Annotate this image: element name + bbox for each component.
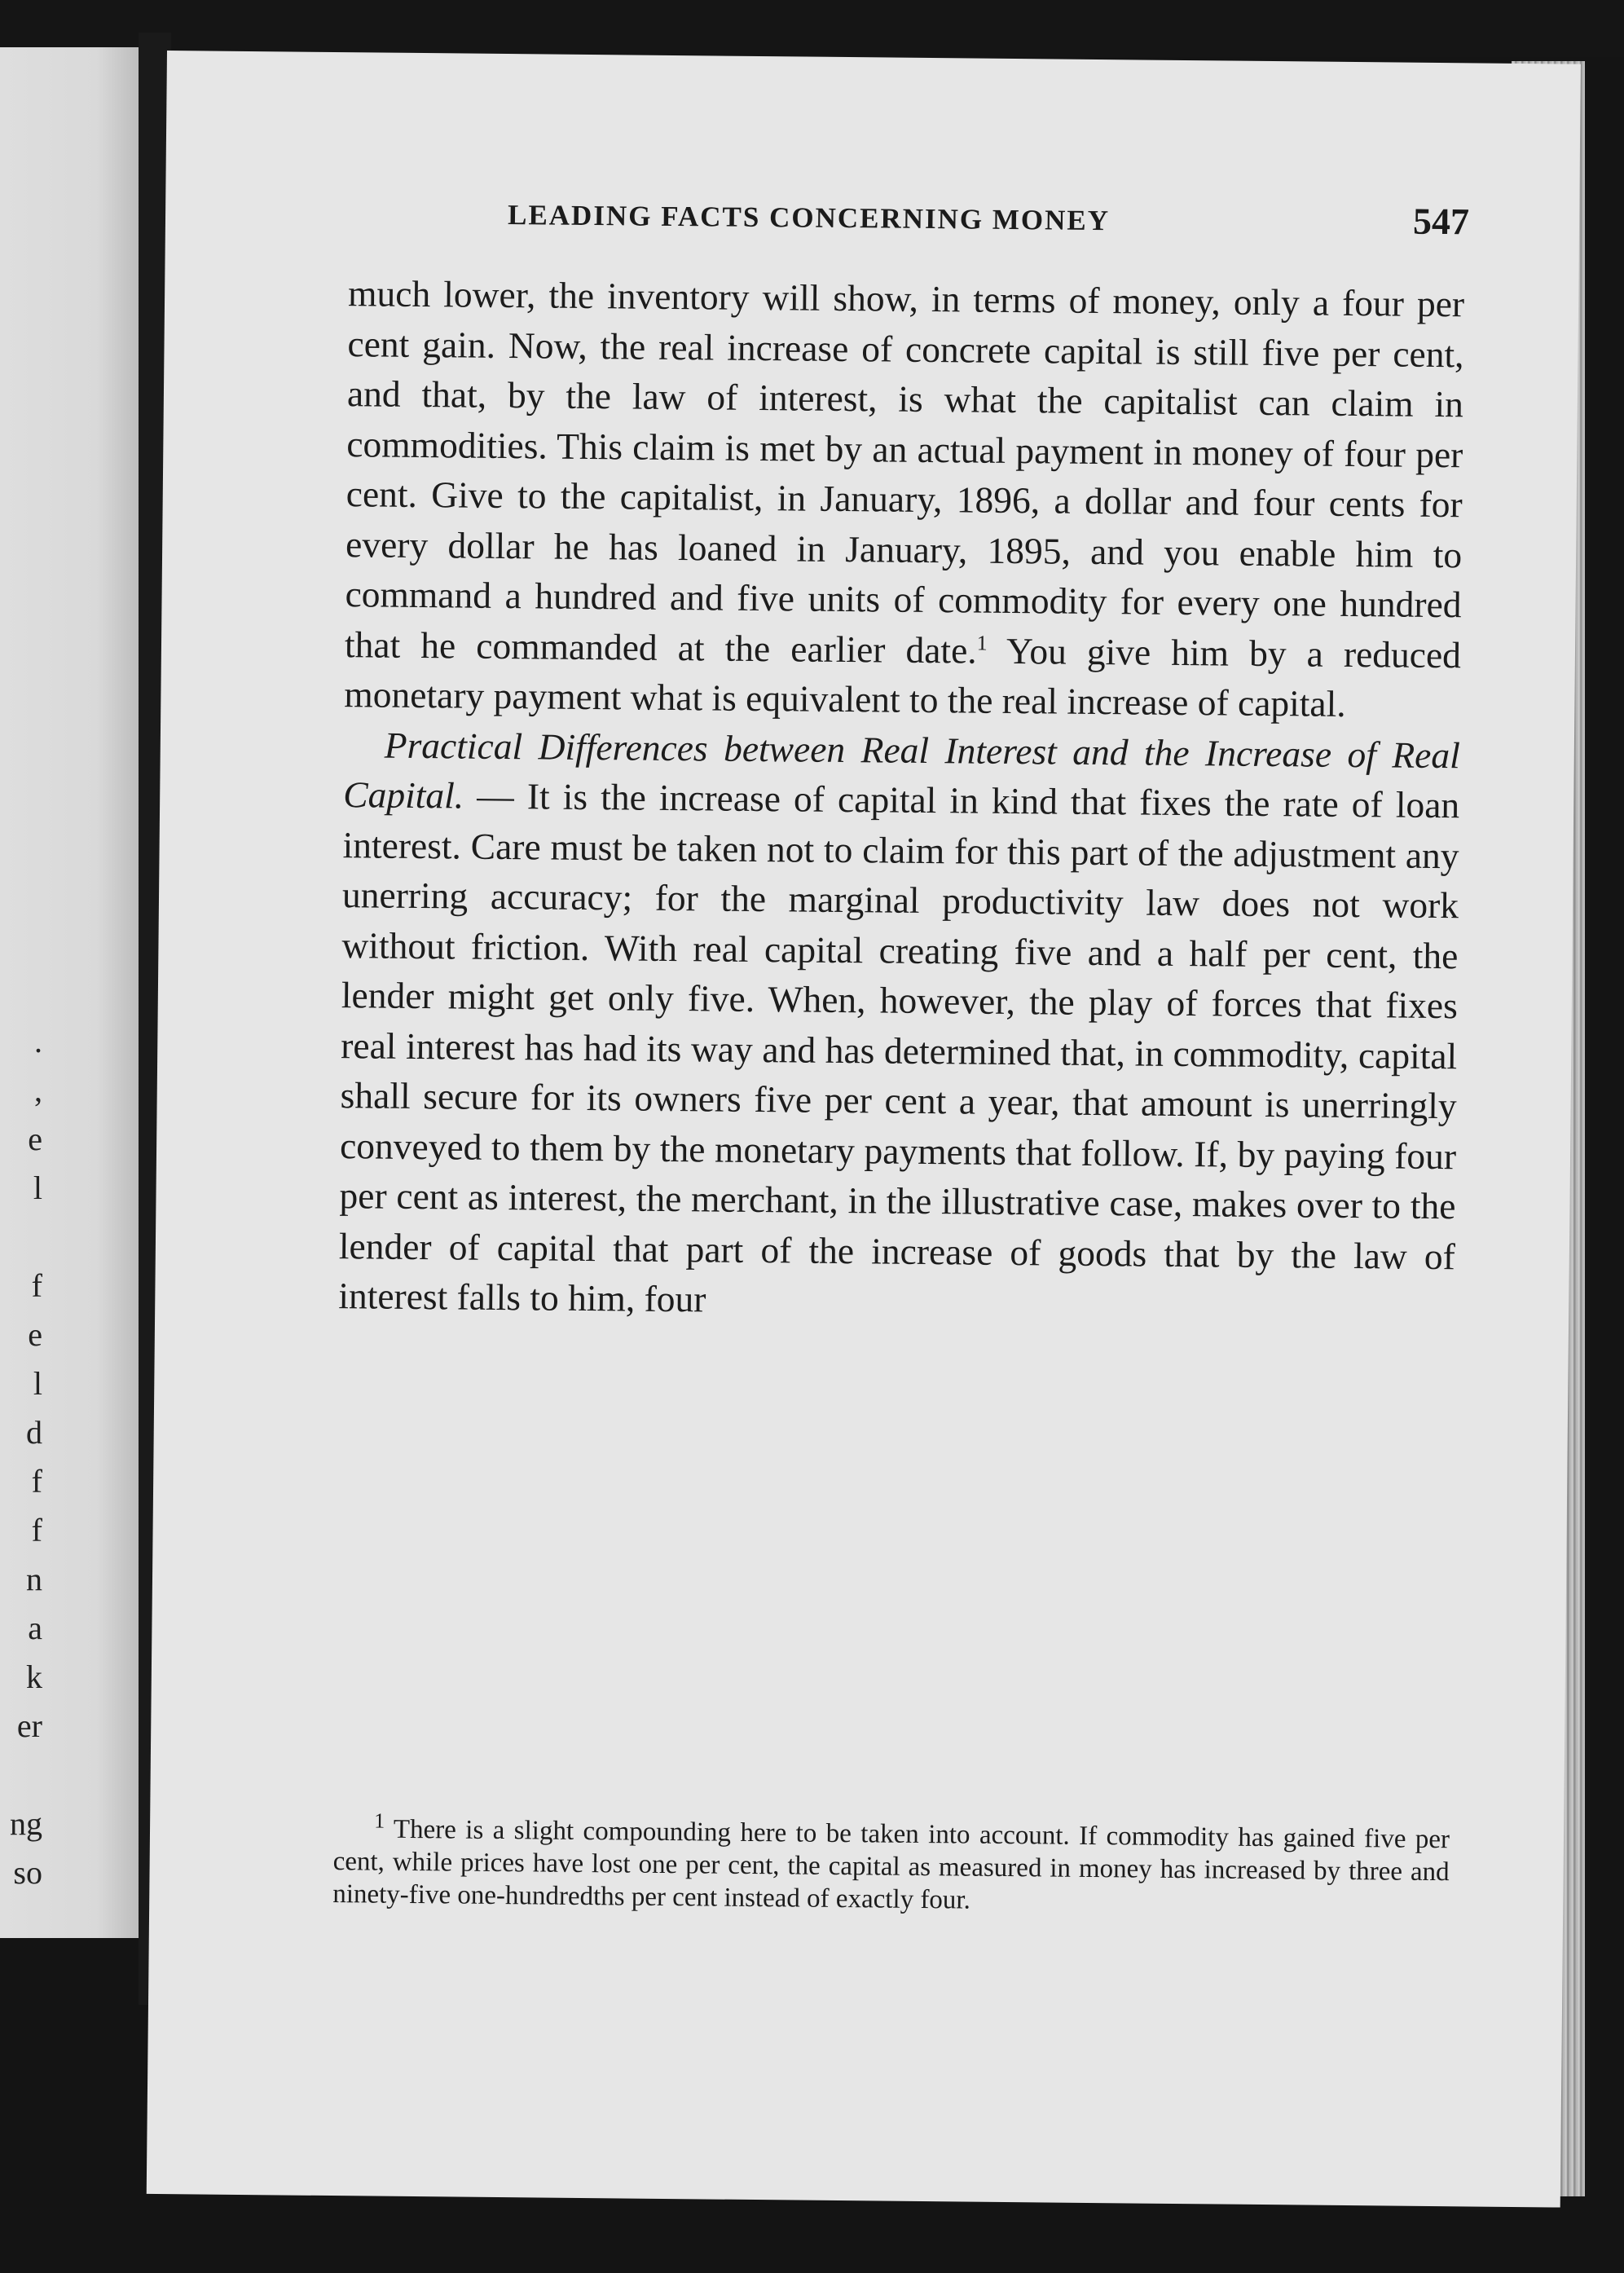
footnote (332, 1808, 1450, 1921)
left-fragment: n (26, 1561, 42, 1597)
left-fragment: f (31, 1512, 42, 1548)
paragraph (338, 720, 1460, 1332)
left-page-text-fragments (0, 1017, 42, 1897)
paragraph-text: You give him by a reduced monetary payment what is equivalent to the real increase of capital. (344, 629, 1462, 725)
section-heading: Practical Differences between Real Interest and the Increase of Real Capital. (343, 724, 1461, 817)
body-text (338, 268, 1464, 1332)
left-fragment: l (33, 1365, 42, 1402)
left-fragment: f (31, 1463, 42, 1500)
page-number: 547 (1412, 200, 1470, 243)
left-fragment: a (28, 1610, 42, 1646)
left-fragment: so (13, 1854, 42, 1891)
paragraph-continued (344, 268, 1464, 730)
footnote-paragraph (332, 1808, 1450, 1921)
left-fragment: e (28, 1316, 42, 1353)
left-fragment: er (16, 1707, 42, 1744)
footnote-text: There is a slight compounding here to be taken into account. If commodity has gained five per cent, while prices have lost one per cent, the capital as measured in money has increased by three and ninety-five one-hundredths per cent instead of exactly four. (332, 1814, 1450, 1915)
left-fragment: ng (10, 1805, 42, 1842)
right-page (147, 51, 1581, 2208)
left-fragment: d (26, 1414, 42, 1451)
paragraph-text: much lower, the inventory will show, in terms of money, only a four per cent gain. Now, the real increase of concrete capital is still five per cent, and that, by the law of interest, is what the capitalist can claim in commodities. This claim is met by an actual payment in money of four per cent. Give to the capitalist, in January, 1896, a dollar and four cents for every dollar he has loaned in January, 1895, and you enable him to command a hundred and five units of commodity for every one hundred that he commanded at the earlier date. (344, 272, 1465, 672)
left-fragment: e (28, 1121, 42, 1157)
left-fragment (0, 1213, 42, 1262)
paragraph-text: — It is the increase of capital in kind that fixes the rate of loan interest. Care must be taken not to claim for this part of the adjustment any unerring accuracy; for the marginal productivity law does not work without friction. With real capital creating five and a half per cent, the lender might get only five. When, however, the play of forces that fixes real interest has had its way and has determined that, in commodity, capital shall secure for its owners five per cent a year, that amount is unerringly conveyed to them by the monetary payments that follow. If, by paying four per cent as interest, the merchant, in the illustrative case, makes over to the lender of capital that part of the increase of goods that by the law of interest falls to him, four (338, 774, 1460, 1320)
footnote-marker: 1 (374, 1808, 385, 1833)
left-fragment: . (34, 1023, 42, 1059)
footnote-reference: 1 (976, 630, 988, 655)
left-fragment: l (33, 1170, 42, 1206)
left-fragment: , (34, 1072, 42, 1108)
left-fragment (0, 1751, 42, 1799)
left-page (0, 47, 139, 1938)
left-fragment: k (26, 1658, 42, 1695)
scan-background (0, 0, 1624, 57)
left-fragment: f (31, 1267, 42, 1304)
running-head (508, 191, 1470, 257)
running-title: LEADING FACTS CONCERNING MONEY (507, 199, 1111, 237)
